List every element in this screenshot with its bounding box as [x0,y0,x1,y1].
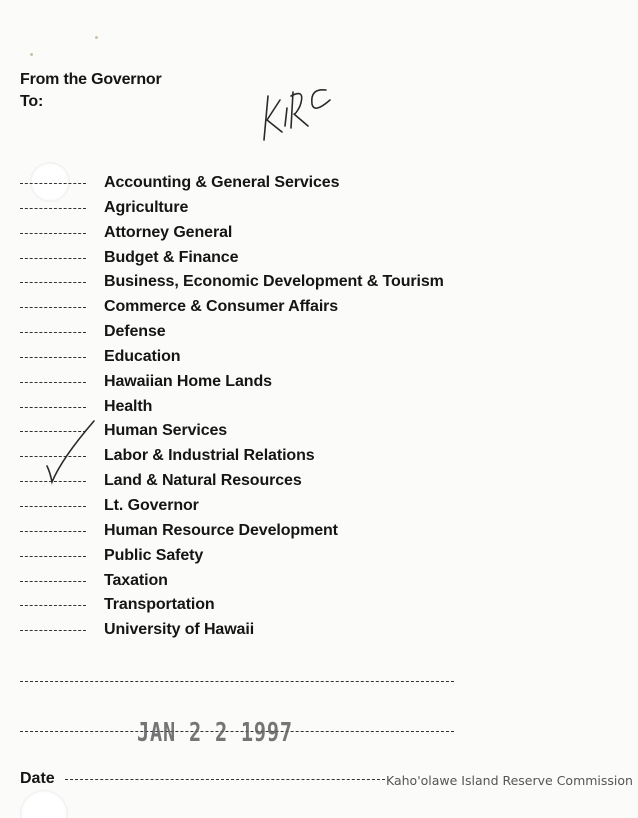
department-name: Taxation [104,571,168,589]
blank-line [20,681,454,682]
routing-blank [20,233,86,234]
routing-blank [20,357,86,358]
to-line: To: [20,93,44,110]
routing-row [20,222,480,247]
routing-blank [20,208,86,209]
paper-speck [30,53,33,56]
routing-row [20,197,480,222]
routing-blank [20,531,86,532]
paper-speck [95,36,98,39]
date-line [65,779,385,780]
date-received-stamp: JAN 2 2 1997 [137,718,293,748]
routing-blank [20,382,86,383]
routing-blank [20,258,86,259]
routing-row [20,271,480,296]
department-name: Accounting & General Services [104,174,340,191]
routing-blank [20,581,86,582]
department-name: Land & Natural Resources [104,472,302,490]
routing-blank [20,332,86,333]
department-name: Agriculture [104,198,189,216]
department-name: University of Hawaii [104,621,255,639]
handwritten-recipient [258,74,338,144]
routing-blank [20,605,86,606]
watermark: Kaho'olawe Island Reserve Commission [386,773,633,788]
department-name: Attorney General [104,223,233,241]
department-name: Public Safety [104,546,204,564]
check-mark-icon [40,418,100,488]
from-line: From the Governor [20,71,162,88]
routing-row [20,172,480,197]
routing-blank [20,630,86,631]
routing-row [20,545,480,570]
routing-row [20,396,480,421]
date-label: Date [20,770,55,787]
department-name: Labor & Industrial Relations [104,447,315,465]
department-name: Defense [104,323,166,341]
routing-blank [20,183,86,184]
department-name: Human Services [104,422,228,440]
routing-row [20,296,480,321]
routing-row [20,346,480,371]
department-name: Lt. Governor [104,496,199,514]
routing-row [20,520,480,545]
department-name: Education [104,347,181,365]
routing-blank [20,506,86,507]
routing-row [20,594,480,619]
department-name: Transportation [104,596,215,614]
routing-blank [20,556,86,557]
routing-row [20,371,480,396]
department-name: Human Resource Development [104,521,338,539]
routing-list [20,172,480,644]
department-name: Budget & Finance [104,248,239,266]
punch-hole [20,790,68,818]
routing-blank [20,407,86,408]
department-name: Commerce & Consumer Affairs [104,298,339,316]
routing-row [20,321,480,346]
routing-row [20,247,480,272]
routing-row [20,619,480,644]
department-name: Business, Economic Development & Tourism [104,273,444,291]
routing-blank [20,307,86,308]
department-name: Hawaiian Home Lands [104,372,272,390]
routing-row [20,570,480,595]
routing-blank [20,282,86,283]
department-name: Health [104,397,153,415]
routing-row [20,495,480,520]
